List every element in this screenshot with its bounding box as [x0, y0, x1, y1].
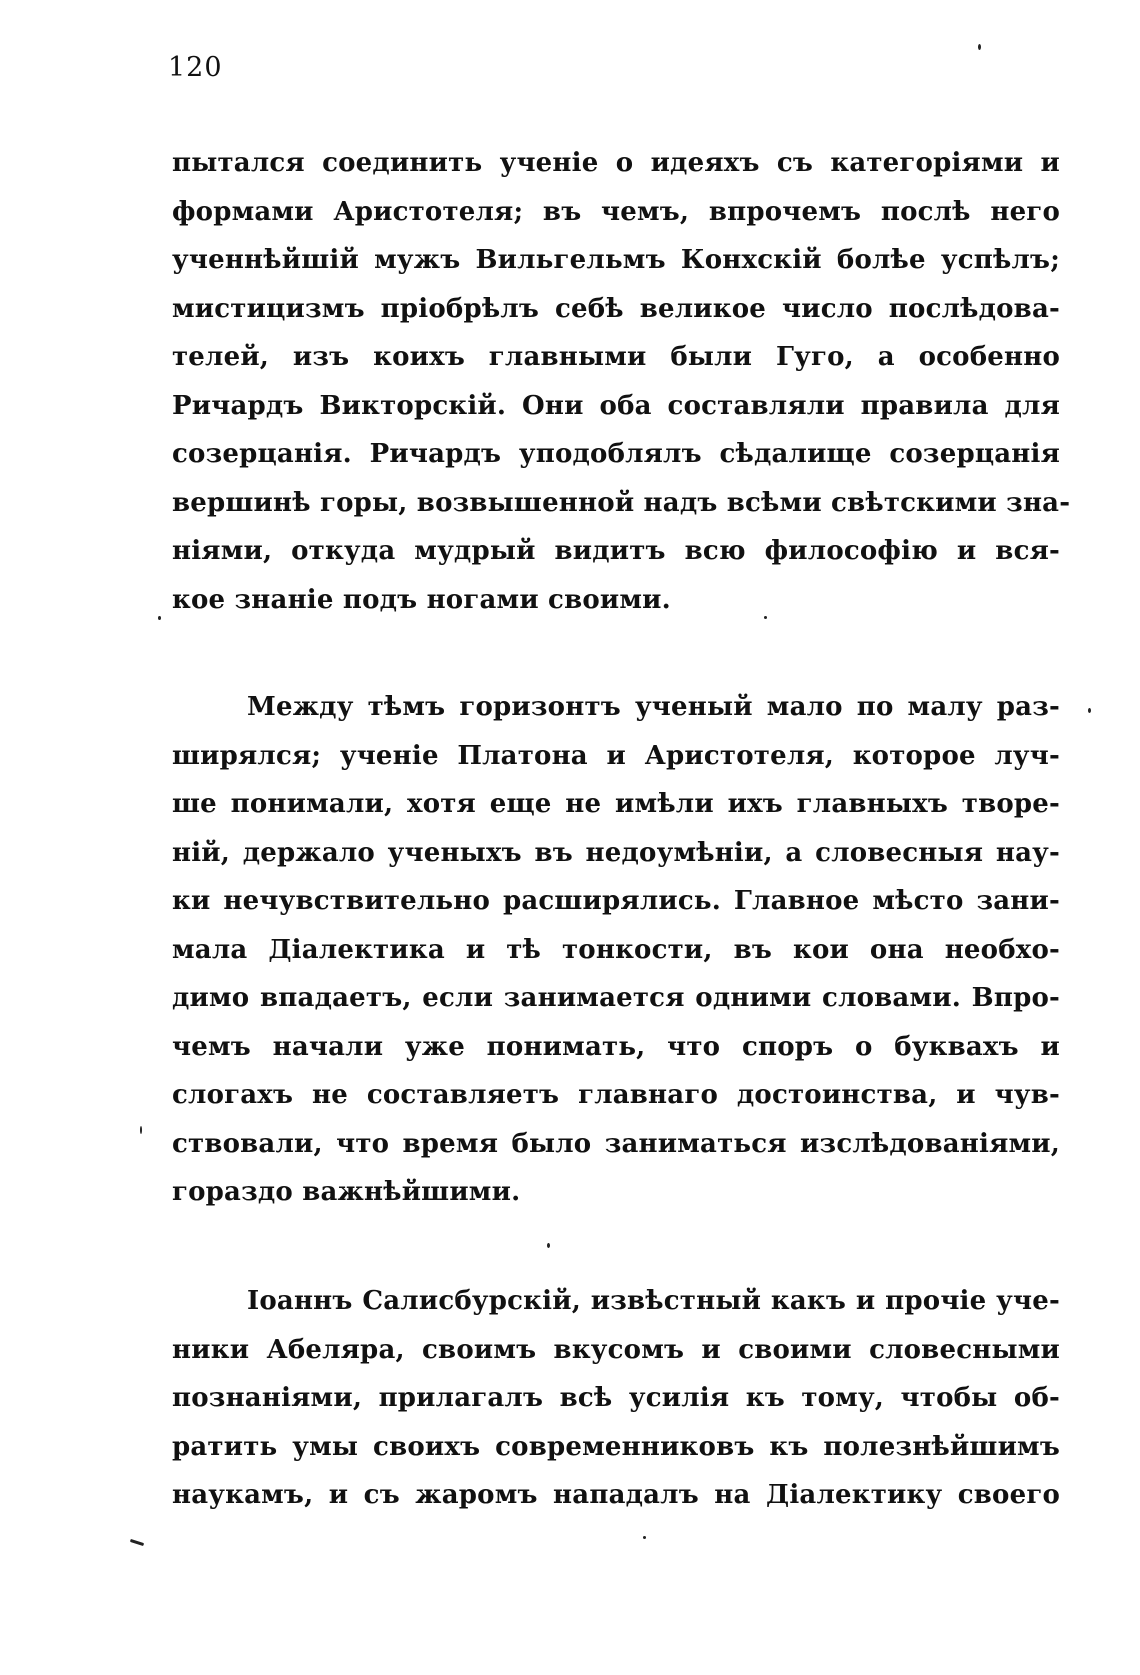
text-line: Іоаннъ Салисбурскій, извѣстный какъ и прочіе уче-: [247, 1286, 1060, 1316]
scan-speck: [140, 1126, 142, 1134]
text-line: мала Діалектика и тѣ тонкости, въ кои она необхо-: [172, 934, 1060, 965]
scan-speck: [764, 616, 767, 619]
text-line: Ричардъ Викторскій. Они оба составляли правила для: [172, 390, 1060, 421]
scan-speck: [130, 1539, 144, 1546]
text-line: кое знаніе подъ ногами своими.: [172, 584, 671, 615]
text-line: ніями, откуда мудрый видитъ всю философію и вся-: [172, 536, 1060, 566]
paragraph-2: [172, 683, 1060, 1217]
text-line: ратить умы своихъ современниковъ къ полезнѣйшимъ: [172, 1431, 1060, 1462]
text-line: ше понимали, хотя еще не имѣли ихъ главныхъ творе-: [172, 789, 1060, 819]
scan-speck: [978, 44, 981, 50]
text-line: димо впадаетъ, если занимается одними словами. Впро-: [172, 983, 1060, 1013]
text-line: ширялся; ученіе Платона и Аристотеля, которое луч-: [172, 740, 1060, 771]
text-line: формами Аристотеля; въ чемъ, впрочемъ послѣ него: [172, 196, 1060, 227]
page-number: 120: [168, 52, 223, 83]
scan-speck: [158, 616, 161, 620]
scan-speck: [547, 1243, 550, 1248]
text-line: пытался соединить ученіе о идеяхъ съ категоріями и: [172, 148, 1060, 178]
text-line: созерцанія. Ричардъ уподоблялъ сѣдалище созерцанія: [172, 439, 1060, 469]
text-line: слогахъ не составляетъ главнаго достоинства, и чув-: [172, 1080, 1060, 1110]
text-line: чемъ начали уже понимать, что споръ о буквахъ и: [172, 1031, 1060, 1062]
text-line: вершинѣ горы, возвышенной надъ всѣми свѣтскими зна-: [172, 487, 1071, 518]
text-line: телей, изъ коихъ главными были Гуго, а особенно: [172, 342, 1060, 372]
scan-speck: [1088, 708, 1091, 713]
scan-speck: [643, 1536, 646, 1539]
text-line: ній, держало ученыхъ въ недоумѣніи, а словесныя нау-: [172, 837, 1060, 868]
text-line: познаніями, прилагалъ всѣ усилія къ тому, чтобы об-: [172, 1383, 1060, 1413]
text-line: наукамъ, и съ жаромъ нападалъ на Діалектику своего: [172, 1480, 1060, 1510]
paragraph-3: [172, 1277, 1060, 1520]
text-line: ученнѣйшій мужъ Вильгельмъ Конхскій болѣе успѣлъ;: [172, 245, 1060, 275]
text-line: гораздо важнѣйшими.: [172, 1177, 521, 1207]
text-line: ники Абеляра, своимъ вкусомъ и своими словесными: [172, 1334, 1060, 1365]
text-line: мистицизмъ пріобрѣлъ себѣ великое число послѣдова-: [172, 293, 1060, 324]
paragraph-1: [172, 139, 1071, 624]
text-line: Между тѣмъ горизонтъ ученый мало по малу раз-: [247, 692, 1060, 722]
text-line: ствовали, что время было заниматься изслѣдованіями,: [172, 1128, 1060, 1159]
text-line: ки нечувствительно расширялись. Главное мѣсто зани-: [172, 886, 1060, 916]
